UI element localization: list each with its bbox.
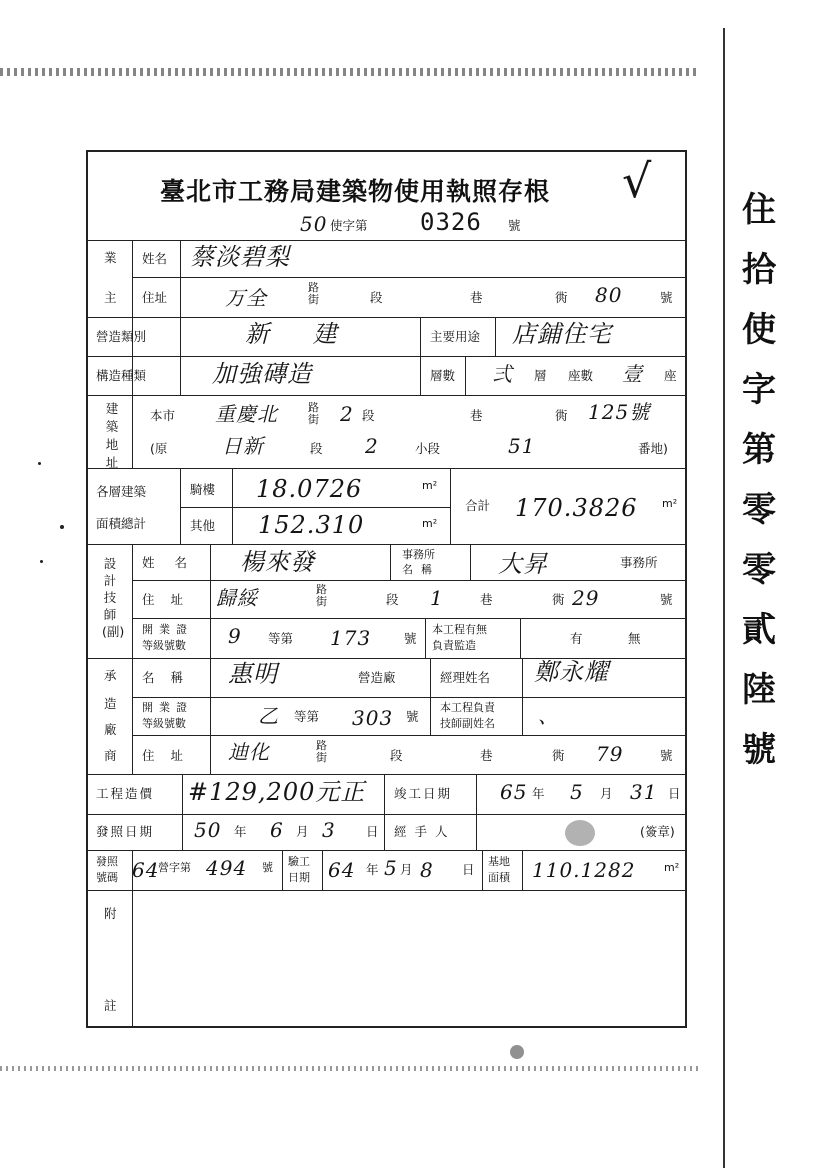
issue-label: 發照日期: [96, 824, 155, 839]
designer-alley-label: 衖: [552, 592, 565, 607]
completion-month: 5: [570, 780, 584, 804]
owner-addr-number: 80: [595, 283, 623, 307]
contractor-addr-label: 住址: [142, 748, 200, 763]
contractor-label-2: 造: [104, 696, 117, 711]
tech-name: 、: [538, 704, 559, 728]
designer-license-label-1: 開業證: [142, 623, 193, 636]
owner-lane-label: 巷: [470, 290, 483, 305]
rule: [180, 468, 181, 544]
scan-edge-bottom: [0, 1066, 700, 1071]
rule: [522, 658, 523, 735]
cost-value: #129,200元正: [188, 778, 366, 806]
speck: [40, 560, 43, 563]
total-area-unit: m²: [662, 497, 678, 510]
main-use-value: 店鋪住宅: [512, 320, 612, 348]
contractor-label-3: 廠: [104, 722, 117, 737]
units-label: 座數: [568, 368, 594, 383]
rule: [465, 356, 466, 395]
permit-no-unit: 號: [262, 861, 273, 874]
tech-label-2: 技師副姓名: [440, 717, 495, 730]
building-road: 重慶北: [215, 402, 278, 426]
owner-road-street: 路街: [308, 281, 319, 307]
designer-number-unit: 號: [660, 592, 673, 607]
inspect-day-unit: 日: [462, 862, 475, 877]
floors-unit: 層: [534, 368, 547, 383]
owner-name-label: 姓名: [142, 251, 168, 266]
designer-name: 楊來發: [240, 548, 315, 576]
designer-grade-label: 等第: [268, 631, 294, 646]
rule: [390, 544, 391, 580]
contractor-grade: 乙: [258, 704, 279, 728]
stain: [510, 1045, 524, 1059]
rule: [232, 468, 233, 544]
rule: [210, 544, 211, 658]
right-page-edge: [723, 28, 725, 1168]
inspect-label-1: 驗工: [288, 855, 310, 868]
owner-addr-label: 住址: [142, 290, 168, 305]
contractor-alley-label: 衖: [552, 748, 565, 763]
contractor-grade-label: 等第: [294, 709, 320, 724]
building-number: 125號: [588, 400, 651, 424]
building-section: 2: [340, 402, 354, 426]
designer-license-no: 173: [330, 626, 372, 650]
contractor-addr-area: 迪化: [228, 740, 270, 764]
contractor-addr-number: 79: [596, 742, 624, 766]
speck: [38, 462, 41, 465]
construction-type-value: 新 建: [245, 320, 355, 348]
contractor-license-no: 303: [352, 706, 394, 730]
designer-section-no: 1: [430, 586, 444, 610]
total-area-label: 合計: [465, 498, 491, 513]
contractor-number-unit: 號: [660, 748, 673, 763]
license-number: 0326: [420, 208, 482, 236]
site-area-unit: m²: [664, 861, 680, 874]
adjacent-page-text: 住 拾 使 字 第 零 零 貳 陸 號: [742, 190, 776, 770]
floors-label: 層數: [430, 368, 456, 383]
office-label-1: 事務所: [402, 548, 435, 561]
designer-section-label: 段: [386, 592, 399, 607]
rule: [132, 890, 133, 1028]
owner-name: 蔡淡碧梨: [190, 243, 290, 271]
issue-month-unit: 月: [296, 824, 309, 839]
designer-road-street: 路街: [316, 583, 327, 609]
completion-label: 竣工日期: [394, 786, 453, 801]
rule: [282, 850, 283, 890]
issue-year-unit: 年: [234, 824, 247, 839]
form-title: 臺北市工務局建築物使用執照存根: [160, 177, 551, 206]
check-mark: √: [622, 154, 653, 208]
orig-open: (原: [150, 441, 168, 456]
rule: [420, 356, 421, 395]
floor-area-label-1: 各層建築: [96, 484, 147, 499]
site-label-2: 面積: [488, 871, 510, 884]
rule: [86, 544, 687, 545]
office-label-2: 名稱: [402, 563, 440, 576]
inspect-year: 64: [328, 858, 356, 882]
contractor-lane-label: 巷: [480, 748, 493, 763]
construction-type-label: 營造類別: [96, 329, 147, 344]
completion-day: 31: [630, 780, 658, 804]
building-lane-unit: 巷: [470, 408, 483, 423]
rule: [520, 618, 521, 658]
designer-addr-number: 29: [572, 586, 600, 610]
rule: [180, 317, 181, 395]
contractor-name: 惠明: [228, 660, 278, 688]
issue-month: 6: [270, 818, 284, 842]
site-area: 110.1282: [532, 858, 636, 882]
orig-subsection: 2: [365, 434, 379, 458]
rule: [132, 395, 133, 468]
other-unit: m²: [422, 517, 438, 530]
owner-addr-area: 万全: [225, 286, 267, 310]
issue-day-unit: 日: [366, 824, 379, 839]
rule: [182, 774, 183, 814]
lot-number: 51: [508, 434, 536, 458]
seal-label: (簽章): [640, 824, 675, 839]
supervise-has: 有: [570, 631, 583, 646]
rule: [425, 618, 426, 658]
rule: [132, 697, 687, 698]
owner-label-top: 業: [104, 250, 117, 265]
rule: [86, 240, 687, 241]
floor-area-label-2: 面積總計: [96, 516, 147, 531]
inspect-month-unit: 月: [400, 862, 413, 877]
designer-name-label: 姓名: [142, 555, 208, 570]
permit-number: 494: [206, 856, 248, 880]
designer-license-label-2: 等級號數: [142, 639, 186, 652]
contractor-label-4: 商: [104, 748, 117, 763]
building-road-unit: 路街: [308, 401, 319, 427]
license-char: 使字第: [330, 218, 368, 233]
rule: [86, 814, 687, 815]
rule: [86, 468, 687, 469]
rule: [450, 468, 451, 544]
rule: [86, 890, 687, 891]
supervise-label-1: 本工程有無: [432, 623, 487, 636]
floors-value: 弍: [492, 362, 513, 386]
owner-alley-label: 衖: [555, 290, 568, 305]
owner-label-bottom: 主: [104, 290, 117, 305]
inspect-label-2: 日期: [288, 871, 310, 884]
structure-label: 構造種類: [96, 368, 147, 383]
rule: [132, 735, 687, 736]
rule: [420, 317, 421, 356]
permit-char: 營字第: [158, 861, 191, 874]
scan-edge-top: [0, 68, 700, 76]
arcade-label: 騎樓: [190, 482, 216, 497]
completion-year-unit: 年: [532, 786, 545, 801]
license-prefix: 50: [300, 212, 328, 236]
issue-day: 3: [322, 818, 336, 842]
designer-addr-label: 住址: [142, 592, 200, 607]
units-value: 壹: [622, 362, 643, 386]
office-suffix: 事務所: [620, 555, 658, 570]
manager-name: 鄭永耀: [534, 658, 609, 686]
owner-section-label: 段: [370, 290, 383, 305]
lot-unit: 番地): [638, 441, 668, 456]
contractor-license-label-2: 等級號數: [142, 717, 186, 730]
inspect-month: 5: [384, 856, 398, 880]
rule: [86, 395, 687, 396]
inspect-year-unit: 年: [366, 862, 379, 877]
structure-value: 加強磚造: [212, 360, 312, 388]
building-section-unit: 段: [362, 408, 375, 423]
contractor-license-label-1: 開業證: [142, 701, 193, 714]
designer-no-unit: 號: [404, 631, 417, 646]
completion-month-unit: 月: [600, 786, 613, 801]
permit-label-1: 發照: [96, 855, 118, 868]
rule: [495, 317, 496, 356]
handler-label: 經手人: [394, 824, 456, 839]
rule: [384, 774, 385, 814]
rule: [86, 850, 687, 851]
rule: [132, 580, 687, 581]
contractor-name-suffix: 營造廠: [358, 670, 396, 685]
remarks-label-bottom: 註: [104, 998, 117, 1013]
arcade-unit: m²: [422, 479, 438, 492]
city-label: 本市: [150, 408, 176, 423]
rule: [482, 850, 483, 890]
rule: [476, 774, 477, 814]
contractor-label-1: 承: [104, 668, 117, 683]
rule: [384, 814, 385, 850]
inspect-day: 8: [420, 858, 434, 882]
arcade-area: 18.0726: [256, 475, 363, 503]
rule: [180, 507, 450, 508]
rule: [476, 814, 477, 850]
main-use-label: 主要用途: [430, 329, 481, 344]
rule: [86, 774, 687, 775]
rule: [132, 277, 687, 278]
supervise-none: 無: [628, 631, 641, 646]
contractor-section-label: 段: [390, 748, 403, 763]
designer-addr-area: 歸綏: [216, 586, 258, 610]
designer-grade: 9: [228, 624, 242, 648]
building-address-label: 建築地址: [105, 401, 119, 471]
rule: [180, 240, 181, 317]
rule: [322, 850, 323, 890]
units-unit: 座: [664, 368, 677, 383]
manager-label: 經理姓名: [440, 670, 491, 685]
rule: [86, 317, 687, 318]
rule: [132, 618, 687, 619]
designer-label: 設計技師(副): [102, 556, 125, 639]
contractor-road-street: 路街: [316, 739, 327, 765]
permit-label-2: 號碼: [96, 871, 118, 884]
site-label-1: 基地: [488, 855, 510, 868]
license-suffix: 號: [508, 218, 521, 233]
contractor-name-label: 名稱: [142, 670, 200, 685]
completion-year: 65: [500, 780, 528, 804]
tech-label-1: 本工程負責: [440, 701, 495, 714]
building-alley-unit: 衖: [555, 408, 568, 423]
remarks-label-top: 附: [104, 906, 117, 921]
supervise-label-2: 負責監造: [432, 639, 476, 652]
rule: [522, 850, 523, 890]
rule: [86, 356, 687, 357]
rule: [132, 544, 133, 774]
designer-lane-label: 巷: [480, 592, 493, 607]
orig-section-unit: 段: [310, 441, 323, 456]
completion-day-unit: 日: [668, 786, 681, 801]
contractor-no-unit: 號: [406, 709, 419, 724]
speck: [60, 525, 64, 529]
other-area: 152.310: [258, 511, 365, 539]
total-area: 170.3826: [515, 494, 638, 522]
orig-area: 日新: [222, 434, 264, 458]
office-name: 大昇: [498, 550, 548, 578]
rule: [210, 658, 211, 774]
cost-label: 工程造價: [96, 786, 155, 801]
rule: [430, 658, 431, 735]
orig-subsection-unit: 小段: [415, 441, 441, 456]
issue-year: 50: [194, 818, 222, 842]
rule: [182, 814, 183, 850]
rule: [470, 544, 471, 580]
owner-number-unit: 號: [660, 290, 673, 305]
other-label: 其他: [190, 518, 216, 533]
permit-prefix: 64: [132, 858, 160, 882]
